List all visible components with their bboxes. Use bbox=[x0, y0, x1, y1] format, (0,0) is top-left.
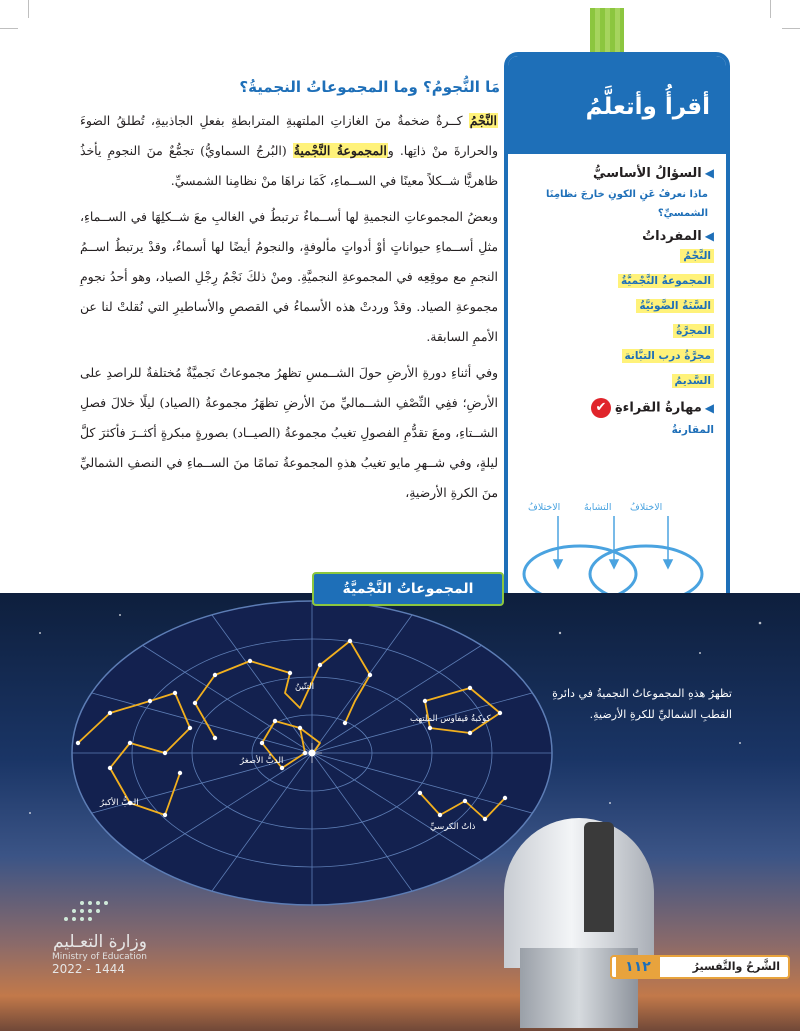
triangle-icon: ◀ bbox=[704, 166, 714, 180]
page-footer bbox=[610, 955, 790, 979]
term-star: النَّجْمُ bbox=[469, 113, 497, 128]
venn-label-similarity: التشابهُ bbox=[584, 502, 612, 513]
label-big-bear: الدبُّ الأكبرُ bbox=[100, 798, 139, 808]
observatory-dome bbox=[504, 818, 654, 968]
section-heading: مَا النُّجومُ؟ وما المجموعاتُ النجميةُ؟ bbox=[239, 78, 500, 96]
label-cepheus: كوكبةُ قيفاوس الملتهب bbox=[410, 714, 491, 724]
essential-question-title: ◀السؤالُ الأساسيُّ bbox=[593, 166, 714, 181]
paragraph-seasons: وفي أثناءِ دورةِ الأرضِ حولَ الشــمسِ تظهرُ مجموعاتٌ نَجميَّةٌ مُختلفةٌ للراصدِ على الأرضِ؛ ففِي النِّصْفِ الشــماليِّ منَ الأرضِ تظهَرُ مجموعةُ (الصياد) ليلًا خلالَ فصلِ الشــتاءِ، ومعَ تقدُّمِ الفصولِ تغيبُ مجموعةُ (الصيــاد) بصورةٍ مبكرةٍ أكثــرَ فأكثرَ كلَّ ليلةٍ، وفي شــهرِ مايو تغيبُ هذهِ المجموعةُ تمامًا منَ الســماءِ في النصفِ الشماليِّ منَ الكرةِ الأرضيةِ، bbox=[80, 365, 498, 500]
label-dragon: التنّينُ bbox=[295, 682, 315, 692]
reading-skill-title: ◀مهارةُ القراءةِ✔ bbox=[518, 398, 714, 418]
ministry-name-arabic: وزارة التعـليم bbox=[52, 932, 147, 952]
footer-label: الشَّرحُ والتَّفسيرُ bbox=[692, 960, 780, 973]
essential-question: ماذا نعرفُ عَنِ الكونِ خارجَ نظامِنَا الشمسيِّ؟ bbox=[546, 189, 708, 219]
ministry-year: 2022 - 1444 bbox=[52, 962, 126, 976]
vocab-item: المجرَّةُ bbox=[673, 324, 714, 338]
ministry-emblem bbox=[52, 898, 112, 928]
vocab-item: السَّنَةُ الضَّوئيَّةُ bbox=[636, 299, 714, 313]
vocab-item: النَّجْمُ bbox=[680, 249, 714, 263]
vocab-item: مجرَّةُ درب التبَّانة bbox=[622, 349, 714, 363]
sidebar-title: أقرأُ وأتعلَّمُ bbox=[508, 56, 726, 154]
crop-mark bbox=[770, 0, 771, 18]
crop-mark bbox=[782, 28, 800, 29]
vocab-item: المجموعةُ النَّجْميَّةُ bbox=[618, 274, 714, 288]
figure-caption: تظهرُ هذهِ المجموعاتُ النجميةُ في دائرةِ القطبِ الشماليِّ للكرةِ الأرضيةِ. bbox=[552, 687, 732, 721]
paragraph-names: وبعضُ المجموعاتِ النجميةِ لها أســماءٌ ترتبطُ في الغالبِ معَ شــكلِهَا في الســماءِ، مثلِ أســماءِ حيواناتٍ أوْ أدواتٍ مألوفةٍ، والنجومُ أيضًا لها أسماءٌ، وقدْ يرتبطُ اســمُ النجمِ مع موقِعِه في المجموعةِ النجميَّةِ. ومنْ ذلكَ نَجْمُ رِجْلِ الصياد، وهو أحدُ نجومِ مجموعةِ الصياد. وقدْ وردتْ هذه الأسماءُ في القصصِ والأساطيرِ التي نُقلتْ لنا عن الأممِ السابقة. bbox=[80, 209, 498, 344]
paragraph-definition: النَّجْمُ كــرةٌ ضخمةٌ منَ الغازاتِ الملتهبةِ المترابطةِ بفعلِ الجاذبيةِ، تُطلقُ الضوءَ والحرارةَ منْ ذاتِها. والمجموعةُ النَّجْميةُ (البُرجُ السماويُّ) تجمُّعٌ منَ النجومِ يأخذُ ظاهريًّا شــكلاً معينًا في الســماءِ، كَمَا نراهَا منْ نظامِنا الشمسيِّ. bbox=[80, 113, 498, 188]
page-number: ١١٢ bbox=[616, 955, 660, 979]
check-icon: ✔ bbox=[591, 398, 611, 418]
observatory-slit bbox=[584, 822, 614, 932]
article-body bbox=[80, 106, 498, 514]
term-constellation: المجموعةُ النَّجْميةُ bbox=[293, 143, 387, 158]
venn-diagram bbox=[518, 512, 718, 604]
triangle-icon: ◀ bbox=[704, 229, 714, 243]
reading-skill: المقارنةُ bbox=[671, 424, 714, 436]
venn-label-difference-left: الاختلافُ bbox=[528, 502, 561, 513]
label-cassiopeia: ذاتُ الكرسيِّ bbox=[430, 822, 476, 832]
ministry-name-english: Ministry of Education bbox=[52, 952, 147, 962]
venn-label-difference-right: الاختلافُ bbox=[630, 502, 663, 513]
vocab-item: السَّديمُ bbox=[672, 374, 714, 388]
crop-mark bbox=[0, 28, 18, 29]
vocabulary-title: ◀المفرداتُ bbox=[642, 229, 714, 244]
ministry-logo bbox=[52, 898, 147, 976]
label-little-bear: الدبُّ الأصغرُ bbox=[240, 756, 284, 766]
figure-title: المجموعاتُ النَّجْميَّةُ bbox=[312, 572, 504, 606]
vocabulary-list bbox=[518, 244, 714, 394]
crop-mark bbox=[28, 0, 29, 18]
triangle-icon: ◀ bbox=[704, 400, 714, 415]
